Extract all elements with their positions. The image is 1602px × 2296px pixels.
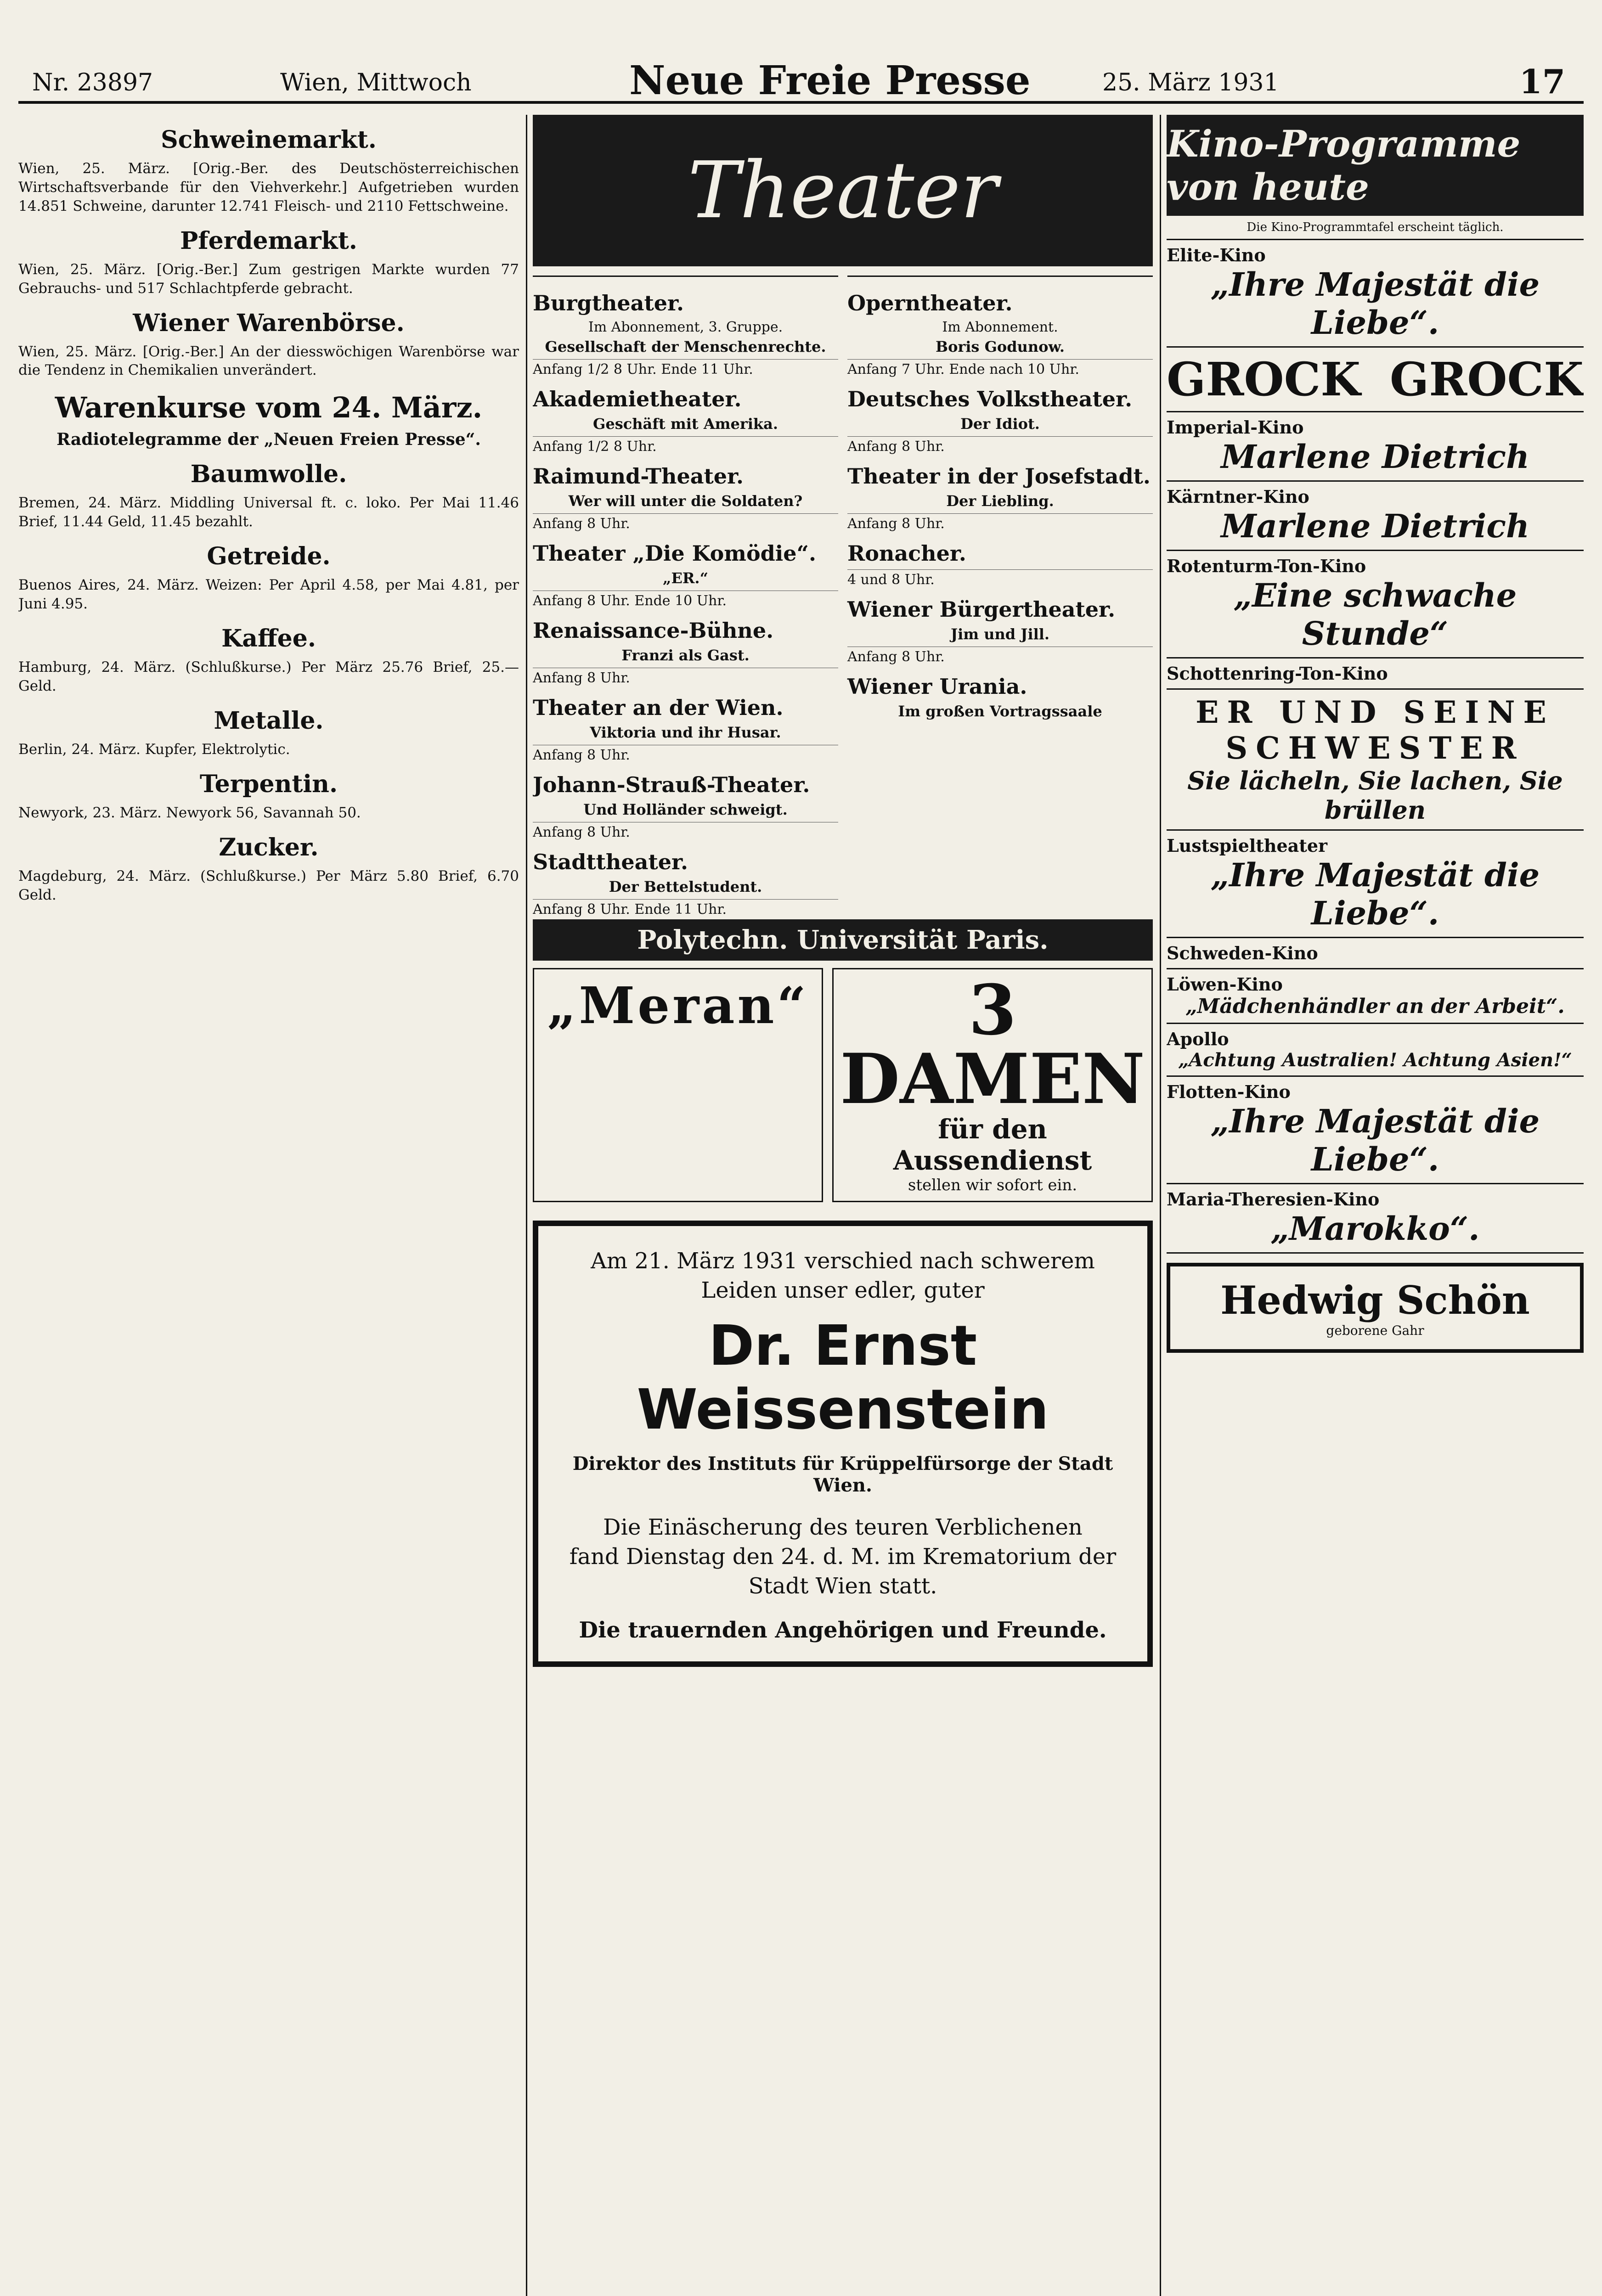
venue-play: Franzi als Gast. — [621, 647, 750, 664]
article-text: Wien, 25. März. [Orig.-Ber.] Zum gestrigen Markte wurden 77 Gebrauchs- und 517 Schlachtpferde gebracht. — [18, 261, 519, 297]
kino-busch — [1167, 690, 1584, 831]
kino-name: Elite-Kino — [1167, 245, 1266, 265]
kino-name: Schweden-Kino — [1167, 943, 1318, 963]
venue-play: Der Bettelstudent. — [609, 878, 762, 895]
obituary-line: Die Einäscherung des teuren Verblichenen — [603, 1514, 1083, 1540]
venue-renaissance: Renaissance-Bühne. — [533, 618, 774, 643]
obituary-line: fand Dienstag den 24. d. M. im Krematorium der — [569, 1544, 1117, 1570]
masthead — [18, 9, 1584, 104]
ad-damen-info: stellen wir sofort ein. — [908, 1176, 1077, 1194]
page-number: 17 — [1519, 62, 1565, 101]
obituary-title: Direktor des Instituts für Krüppelfürsorge der Stadt Wien. — [572, 1453, 1113, 1496]
section-heading: Warenkurse vom 24. März. — [55, 391, 483, 425]
obituary-text: geborene Gahr — [1326, 1323, 1424, 1338]
venue-an-der-wien: Theater an der Wien. — [533, 695, 784, 720]
kino-film: Marlene Dietrich — [1221, 507, 1529, 545]
ad-damen — [832, 968, 1153, 1202]
kino-name: Lustspieltheater — [1167, 835, 1328, 856]
venue-play: Und Holländer schweigt. — [583, 801, 788, 818]
issue-date: 25. März 1931 — [1102, 69, 1279, 96]
kino-name: Imperial-Kino — [1167, 417, 1304, 438]
kino-film: „Ihre Majestät die Liebe“. — [1210, 1102, 1540, 1178]
kino-name: Apollo — [1167, 1029, 1229, 1049]
article-text: Wien, 25. März. [Orig.-Ber.] An der diesswöchigen Warenbörse war die Tendenz in Chemikalien unverändert. — [18, 343, 519, 379]
kino-film: „Eine schwache Stunde“ — [1233, 576, 1517, 653]
obituary-notice — [533, 1221, 1153, 1667]
kino-logo: Kino-Programme von heute — [1167, 115, 1584, 216]
venue-raimund: Raimund-Theater. — [533, 464, 744, 489]
kino-kaerntner — [1167, 482, 1584, 551]
kino-name: Rotenturm-Ton-Kino — [1167, 556, 1366, 576]
section-heading: Metalle. — [214, 706, 324, 735]
kino-film: „Ihre Majestät die Liebe“. — [1210, 265, 1540, 342]
venue-stadttheater: Stadttheater. — [533, 850, 688, 874]
kino-note: Die Kino-Programmtafel erscheint täglich. — [1167, 216, 1584, 240]
venue-buergertheater: Wiener Bürgertheater. — [847, 597, 1116, 622]
venue-play: Der Idiot. — [960, 415, 1040, 433]
kino-name: Kärntner-Kino — [1167, 486, 1309, 507]
section-subheading: Radiotelegramme der „Neuen Freien Presse“. — [56, 430, 481, 450]
kino-name: Schottenring-Ton-Kino — [1167, 663, 1388, 684]
ad-meran-title: „Meran“ — [547, 976, 809, 1035]
busch-film: ER UND SEINE SCHWESTER — [1196, 694, 1555, 766]
place-date: Wien, Mittwoch — [280, 69, 472, 96]
column-rule — [1160, 115, 1161, 2296]
theater-logo: Theater — [533, 115, 1153, 266]
article-text: Bremen, 24. März. Middling Universal ft. c. loko. Per Mai 11.46 Brief, 11.44 Geld, 11.45 bezahlt. — [18, 495, 519, 530]
venue-akademietheater: Akademietheater. — [533, 387, 742, 411]
ad-polytechnic: Polytechn. Universität Paris. — [533, 919, 1153, 961]
venue-burgtheater: Burgtheater. — [533, 291, 684, 315]
section-heading: Baumwolle. — [190, 460, 347, 489]
obituary-line: Leiden unser edler, guter — [701, 1277, 985, 1303]
section-heading: Kaffee. — [221, 624, 316, 653]
section-heading: Pferdemarkt. — [180, 226, 357, 255]
venue-time: 4 und 8 Uhr. — [847, 569, 1153, 588]
venue-josefstadt: Theater in der Josefstadt. — [847, 464, 1151, 489]
venue-time: Anfang 1/2 8 Uhr. — [533, 436, 838, 455]
ad-damen-title: 3 DAMEN — [840, 970, 1145, 1120]
venue-play: Jim und Jill. — [950, 625, 1050, 643]
venue-play: Viktoria und ihr Husar. — [590, 724, 781, 741]
kino-imperial — [1167, 412, 1584, 482]
obituary-signature: Die trauernden Angehörigen und Freunde. — [579, 1617, 1107, 1643]
obituary-name: Dr. Ernst Weissenstein — [637, 1314, 1049, 1442]
ad-row — [533, 961, 1153, 1210]
kino-lustspiel — [1167, 831, 1584, 938]
venue-play: Boris Godunow. — [936, 338, 1065, 355]
kino-elite — [1167, 240, 1584, 348]
venue-ronacher: Ronacher. — [847, 541, 966, 566]
obituary-name: Hedwig Schön — [1220, 1277, 1530, 1323]
article-text: Wien, 25. März. [Orig.-Ber. des Deutschösterreichischen Wirtschaftsverbande für den Viehverkehr.] Aufgetrieben wurden 14.851 Schweine, darunter 12.741 Fleisch- und 2110 Fettschweine. — [18, 160, 519, 214]
venue-play: Im großen Vortragssaale — [898, 703, 1102, 720]
kino-name: Flotten-Kino — [1167, 1081, 1291, 1102]
kino-schweden — [1167, 938, 1584, 969]
theater-subcolumn — [847, 276, 1153, 919]
article-text: Newyork, 23. März. Newyork 56, Savannah 50. — [18, 804, 361, 821]
section-heading: Schweinemarkt. — [161, 126, 377, 154]
kino-film: „Marokko“. — [1270, 1210, 1480, 1248]
kino-schotten — [1167, 658, 1584, 690]
venue-time: Anfang 8 Uhr. — [847, 513, 1153, 532]
ad-meran — [533, 968, 823, 1202]
theater-column — [533, 115, 1153, 2296]
obituary-line: Am 21. März 1931 verschied nach schwerem — [591, 1248, 1095, 1274]
issue-number: Nr. 23897 — [32, 69, 153, 96]
venue-time: Anfang 8 Uhr. — [533, 822, 838, 840]
kino-column — [1167, 115, 1584, 2296]
venue-time: Anfang 8 Uhr. Ende 11 Uhr. — [533, 899, 838, 917]
grock-left: GROCK — [1167, 352, 1361, 406]
venue-johann-strauss: Johann-Strauß-Theater. — [533, 772, 810, 797]
newspaper-title: Neue Freie Presse — [629, 57, 1031, 104]
venue-play: Gesellschaft der Menschenrechte. — [545, 338, 826, 355]
venue-operntheater: Operntheater. — [847, 291, 1013, 315]
obituary-notice-small — [1167, 1263, 1584, 1353]
theater-subcolumn — [533, 276, 838, 919]
kino-film: „Achtung Australien! Achtung Asien!“ — [1178, 1049, 1572, 1071]
venue-komoedie: Theater „Die Komödie“. — [533, 541, 817, 566]
kino-film: „Ihre Majestät die Liebe“. — [1210, 856, 1540, 932]
venue-play: „ER.“ — [663, 569, 708, 587]
kino-name: Löwen-Kino — [1167, 974, 1283, 995]
venue-subscription: Im Abonnement. — [942, 319, 1058, 335]
article-text: Berlin, 24. März. Kupfer, Elektrolytic. — [18, 741, 290, 758]
venue-play: Wer will unter die Soldaten? — [568, 492, 803, 510]
kino-film: „Mädchenhändler an der Arbeit“. — [1185, 995, 1565, 1018]
obituary-line: Stadt Wien statt. — [748, 1573, 937, 1599]
venue-play: Geschäft mit Amerika. — [593, 415, 778, 433]
venue-time: Anfang 8 Uhr. — [847, 436, 1153, 455]
article-text: Buenos Aires, 24. März. Weizen: Per April 4.58, per Mai 4.81, per Juni 4.95. — [18, 577, 519, 613]
theater-listings — [533, 276, 1153, 919]
kino-loewen — [1167, 969, 1584, 1024]
venue-time: Anfang 7 Uhr. Ende nach 10 Uhr. — [847, 359, 1153, 377]
article-text: Magdeburg, 24. März. (Schlußkurse.) Per März 5.80 Brief, 6.70 Geld. — [18, 867, 519, 903]
ad-damen-subtitle: für den Aussendienst — [893, 1114, 1092, 1176]
venue-subscription: Im Abonnement, 3. Gruppe. — [588, 319, 783, 335]
venue-play: Der Liebling. — [946, 492, 1054, 510]
kino-apollo — [1167, 1024, 1584, 1077]
article-text: Hamburg, 24. März. (Schlußkurse.) Per März 25.76 Brief, 25.— Geld. — [18, 658, 519, 694]
section-heading: Wiener Warenbörse. — [133, 309, 405, 337]
kino-flotten — [1167, 1077, 1584, 1184]
venue-time: Anfang 1/2 8 Uhr. Ende 11 Uhr. — [533, 359, 838, 377]
kino-maria — [1167, 1184, 1584, 1254]
kino-name: Maria-Theresien-Kino — [1167, 1189, 1380, 1210]
column-rule — [526, 115, 527, 2296]
section-heading: Getreide. — [207, 542, 331, 571]
market-column — [18, 115, 519, 2296]
grock-right: GROCK — [1389, 352, 1584, 406]
venue-volkstheater: Deutsches Volkstheater. — [847, 387, 1133, 411]
venue-time: Anfang 8 Uhr. — [533, 745, 838, 763]
section-heading: Zucker. — [219, 833, 319, 861]
kino-rotenturm — [1167, 551, 1584, 658]
venue-time: Anfang 8 Uhr. — [533, 668, 838, 686]
section-heading: Terpentin. — [199, 770, 338, 798]
kino-film: Marlene Dietrich — [1221, 438, 1529, 476]
venue-urania: Wiener Urania. — [847, 674, 1027, 699]
venue-time: Anfang 8 Uhr. — [533, 513, 838, 532]
busch-line: Sie lächeln, Sie lachen, Sie brüllen — [1187, 766, 1563, 825]
venue-time: Anfang 8 Uhr. — [847, 647, 1153, 665]
venue-time: Anfang 8 Uhr. Ende 10 Uhr. — [533, 591, 838, 609]
grock-ad — [1167, 348, 1584, 412]
